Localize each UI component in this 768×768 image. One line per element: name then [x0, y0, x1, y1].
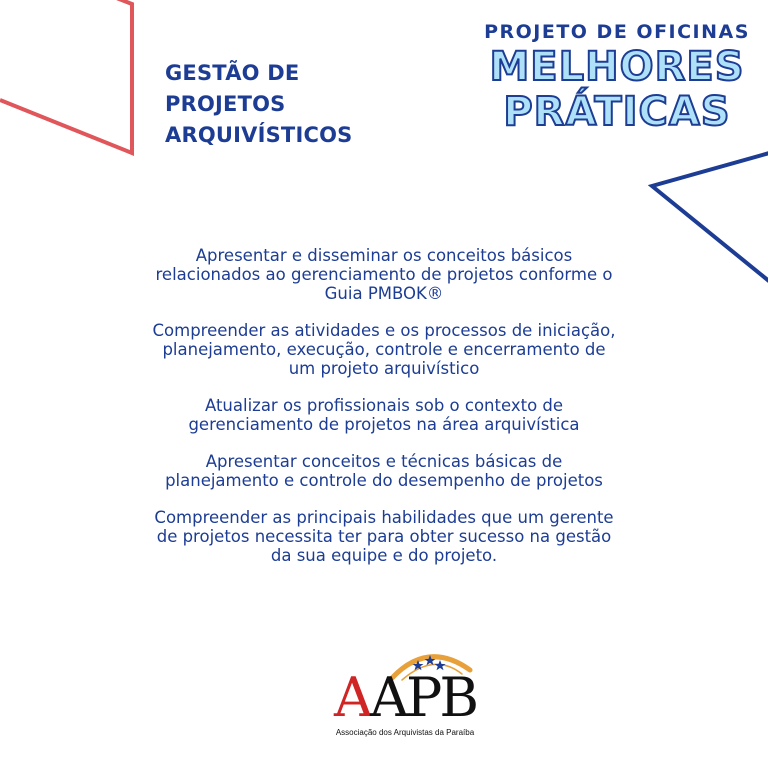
- series-header: [484, 20, 750, 134]
- objective-4: Apresentar conceitos e técnicas básicas de planejamento e controle do desempenho de projetos: [165, 452, 603, 490]
- title-line-3: ARQUIVÍSTICOS: [165, 123, 353, 147]
- objective-5: Compreender as principais habilidades que um gerente de projetos necessita ter para obter sucesso na gestão da sua equipe e do projeto.: [154, 508, 614, 565]
- objectives-list: [150, 246, 618, 583]
- headline-line-2: PRÁTICAS: [503, 89, 731, 135]
- logo-letter-a-red: A: [333, 666, 370, 729]
- title-line-1: GESTÃO DE: [165, 61, 300, 85]
- objective-2: Compreender as atividades e os processos de iniciação, planejamento, execução, controle e encerramento de um projeto arquivístico: [152, 321, 616, 378]
- title-line-2: PROJETOS: [165, 92, 286, 116]
- aapb-logo: [330, 640, 480, 745]
- objective-3: Atualizar os profissionais sob o contexto de gerenciamento de projetos na área arquivística: [188, 396, 580, 434]
- page-title: [165, 58, 352, 151]
- logo-letters: [330, 666, 480, 729]
- objective-1: Apresentar e disseminar os conceitos básicos relacionados ao gerenciamento de projetos conforme o Guia PMBOK®: [155, 246, 613, 303]
- blue-corner-bracket: [652, 150, 768, 290]
- logo-letters-rest: APB: [369, 666, 476, 729]
- headline-line-1: MELHORES: [489, 44, 745, 90]
- logo-caption: Associação dos Arquivistas da Paraíba: [335, 728, 475, 737]
- series-title: PROJETO DE OFICINAS: [484, 21, 750, 43]
- red-corner-bracket: [0, 0, 132, 153]
